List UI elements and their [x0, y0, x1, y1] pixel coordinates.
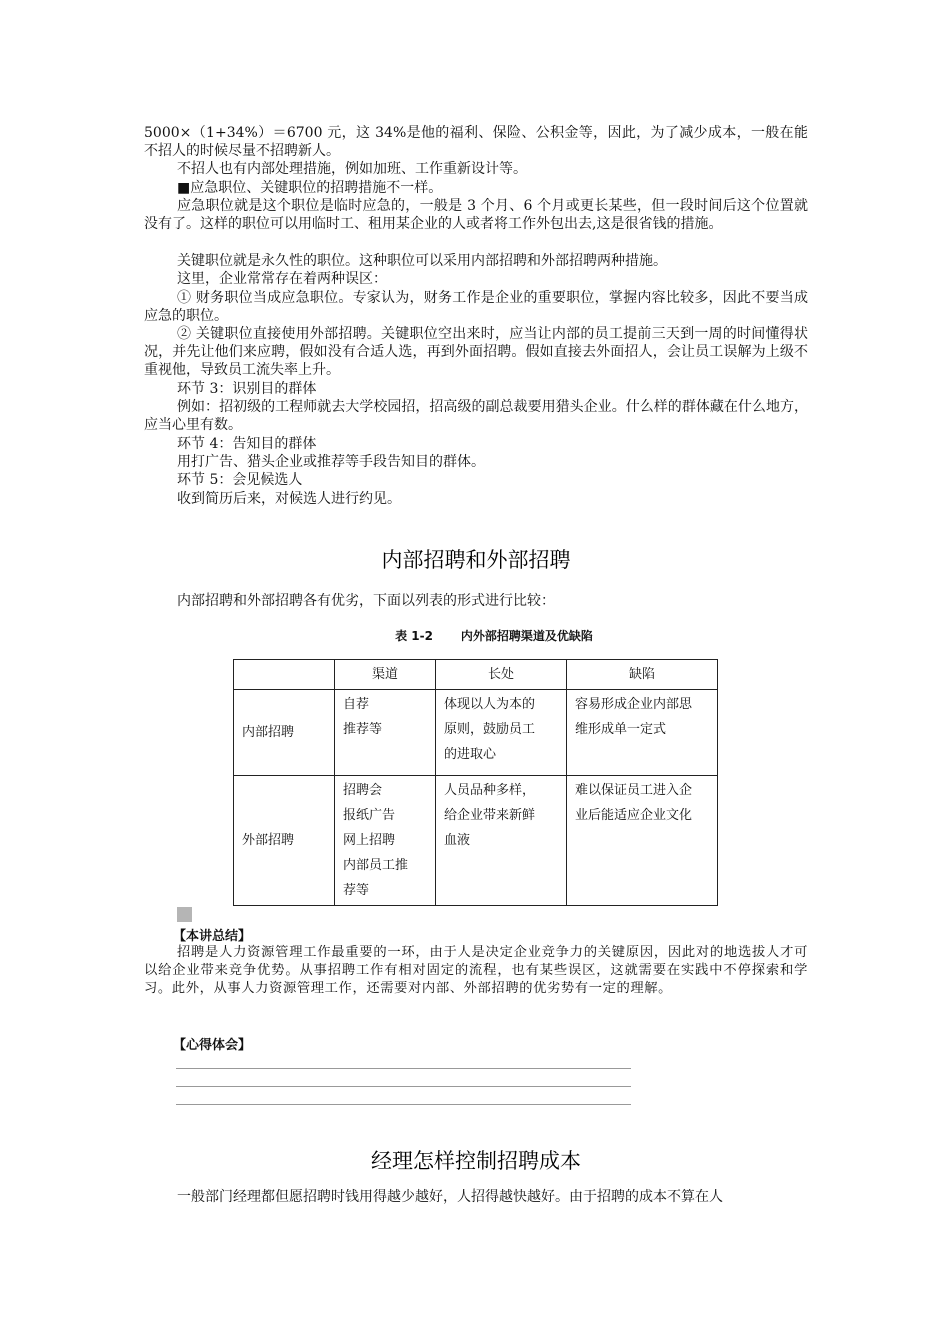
table-header-cell: 长处: [436, 660, 567, 690]
paragraph: 应急职位就是这个职位是临时应急的，一般是 3 个月、6 个月或更长某些，但一段时间后这个位置就没有了。这样的职位可以用临时工、租用某企业的人或者将工作外包出去,这是很省钱的措施。: [144, 198, 808, 233]
paragraph: 这里，企业常常存在着两种误区：: [177, 271, 387, 287]
section-intro: 内部招聘和外部招聘各有优劣，下面以列表的形式进行比较：: [177, 593, 555, 609]
table-row-label: 内部招聘: [234, 690, 335, 776]
table-cell-pros: 人员品种多样， 给企业带来新鲜 血液: [436, 776, 567, 906]
table-header-cell: 缺陷: [567, 660, 718, 690]
paragraph: ■应急职位、关键职位的招聘措施不一样。: [177, 180, 443, 196]
table-row: [234, 690, 718, 776]
notes-line: [176, 1068, 631, 1069]
table-row-label: 外部招聘: [234, 776, 335, 906]
paragraph: 关键职位就是永久性的职位。这种职位可以采用内部招聘和外部招聘两种措施。: [177, 253, 667, 269]
section-marker-icon: [177, 907, 192, 922]
table-caption: [144, 627, 844, 644]
section-text: 一般部门经理都但愿招聘时钱用得越少越好，人招得越快越好。由于招聘的成本不算在人: [177, 1189, 723, 1205]
table-cell-channel: 招聘会 报纸广告 网上招聘 内部员工推 荐等: [335, 776, 436, 906]
paragraph: 环节 4：告知目的群体: [177, 436, 317, 452]
notes-line: [176, 1104, 631, 1105]
table-cell-cons: 容易形成企业内部思 维形成单一定式: [567, 690, 718, 776]
table-cell-pros: 体现以人为本的 原则，鼓励员工 的进取心: [436, 690, 567, 776]
paragraph: 收到简历后来，对候选人进行约见。: [177, 491, 401, 507]
section-title: 内部招聘和外部招聘: [381, 548, 571, 572]
notes-line: [176, 1086, 631, 1087]
notes-heading: 【心得体会】: [173, 1038, 252, 1053]
paragraph: 环节 5：会见候选人: [177, 472, 303, 488]
paragraph: 例如：招初级的工程师就去大学校园招，招高级的副总裁要用猎头企业。什么样的群体藏在什么地方，应当心里有数。: [144, 399, 808, 434]
table-cell-channel: 自荐 推荐等: [335, 690, 436, 776]
table-row: [234, 776, 718, 906]
paragraph: 环节 3：识别目的群体: [177, 381, 317, 397]
table-header-cell: 渠道: [335, 660, 436, 690]
summary-heading: 【本讲总结】: [173, 929, 252, 944]
table-header-cell: [234, 660, 335, 690]
table-cell-cons: 难以保证员工进入企 业后能适应企业文化: [567, 776, 718, 906]
table-header-row: [234, 660, 718, 690]
paragraph: ② 关键职位直接使用外部招聘。关键职位空出来时，应当让内部的员工提前三天到一周的时间懂得状况，并先让他们来应聘，假如没有合适人选，再到外面招聘。假如直接去外面招人，会让员工误解为上级不重视他，导致员工流失率上升。: [144, 326, 808, 379]
table-caption-title: 内外部招聘渠道及优缺陷: [460, 629, 593, 643]
section-title: 经理怎样控制招聘成本: [371, 1149, 581, 1173]
paragraph: 5000×（1+34%）＝6700 元，这 34%是他的福利、保险、公积金等，因此，为了减少成本，一般在能不招人的时候尽量不招聘新人。: [144, 125, 808, 160]
paragraph: ① 财务职位当成应急职位。专家认为，财务工作是企业的重要职位，掌握内容比较多，因此不要当成应急的职位。: [144, 290, 808, 325]
summary-text: 招聘是人力资源管理工作最重要的一环，由于人是决定企业竞争力的关键原因，因此对的地选拔人才可以给企业带来竞争优势。从事招聘工作有相对固定的流程，也有某些误区，这就需要在实践中不停探索和学习。此外，从事人力资源管理工作，还需要对内部、外部招聘的优劣势有一定的理解。: [144, 945, 808, 996]
paragraph: 用打广告、猎头企业或推荐等手段告知目的群体。: [177, 454, 485, 470]
table-caption-number: 表 1-2: [395, 629, 433, 643]
comparison-table: [233, 659, 718, 906]
paragraph: 不招人也有内部处理措施，例如加班、工作重新设计等。: [177, 161, 527, 177]
